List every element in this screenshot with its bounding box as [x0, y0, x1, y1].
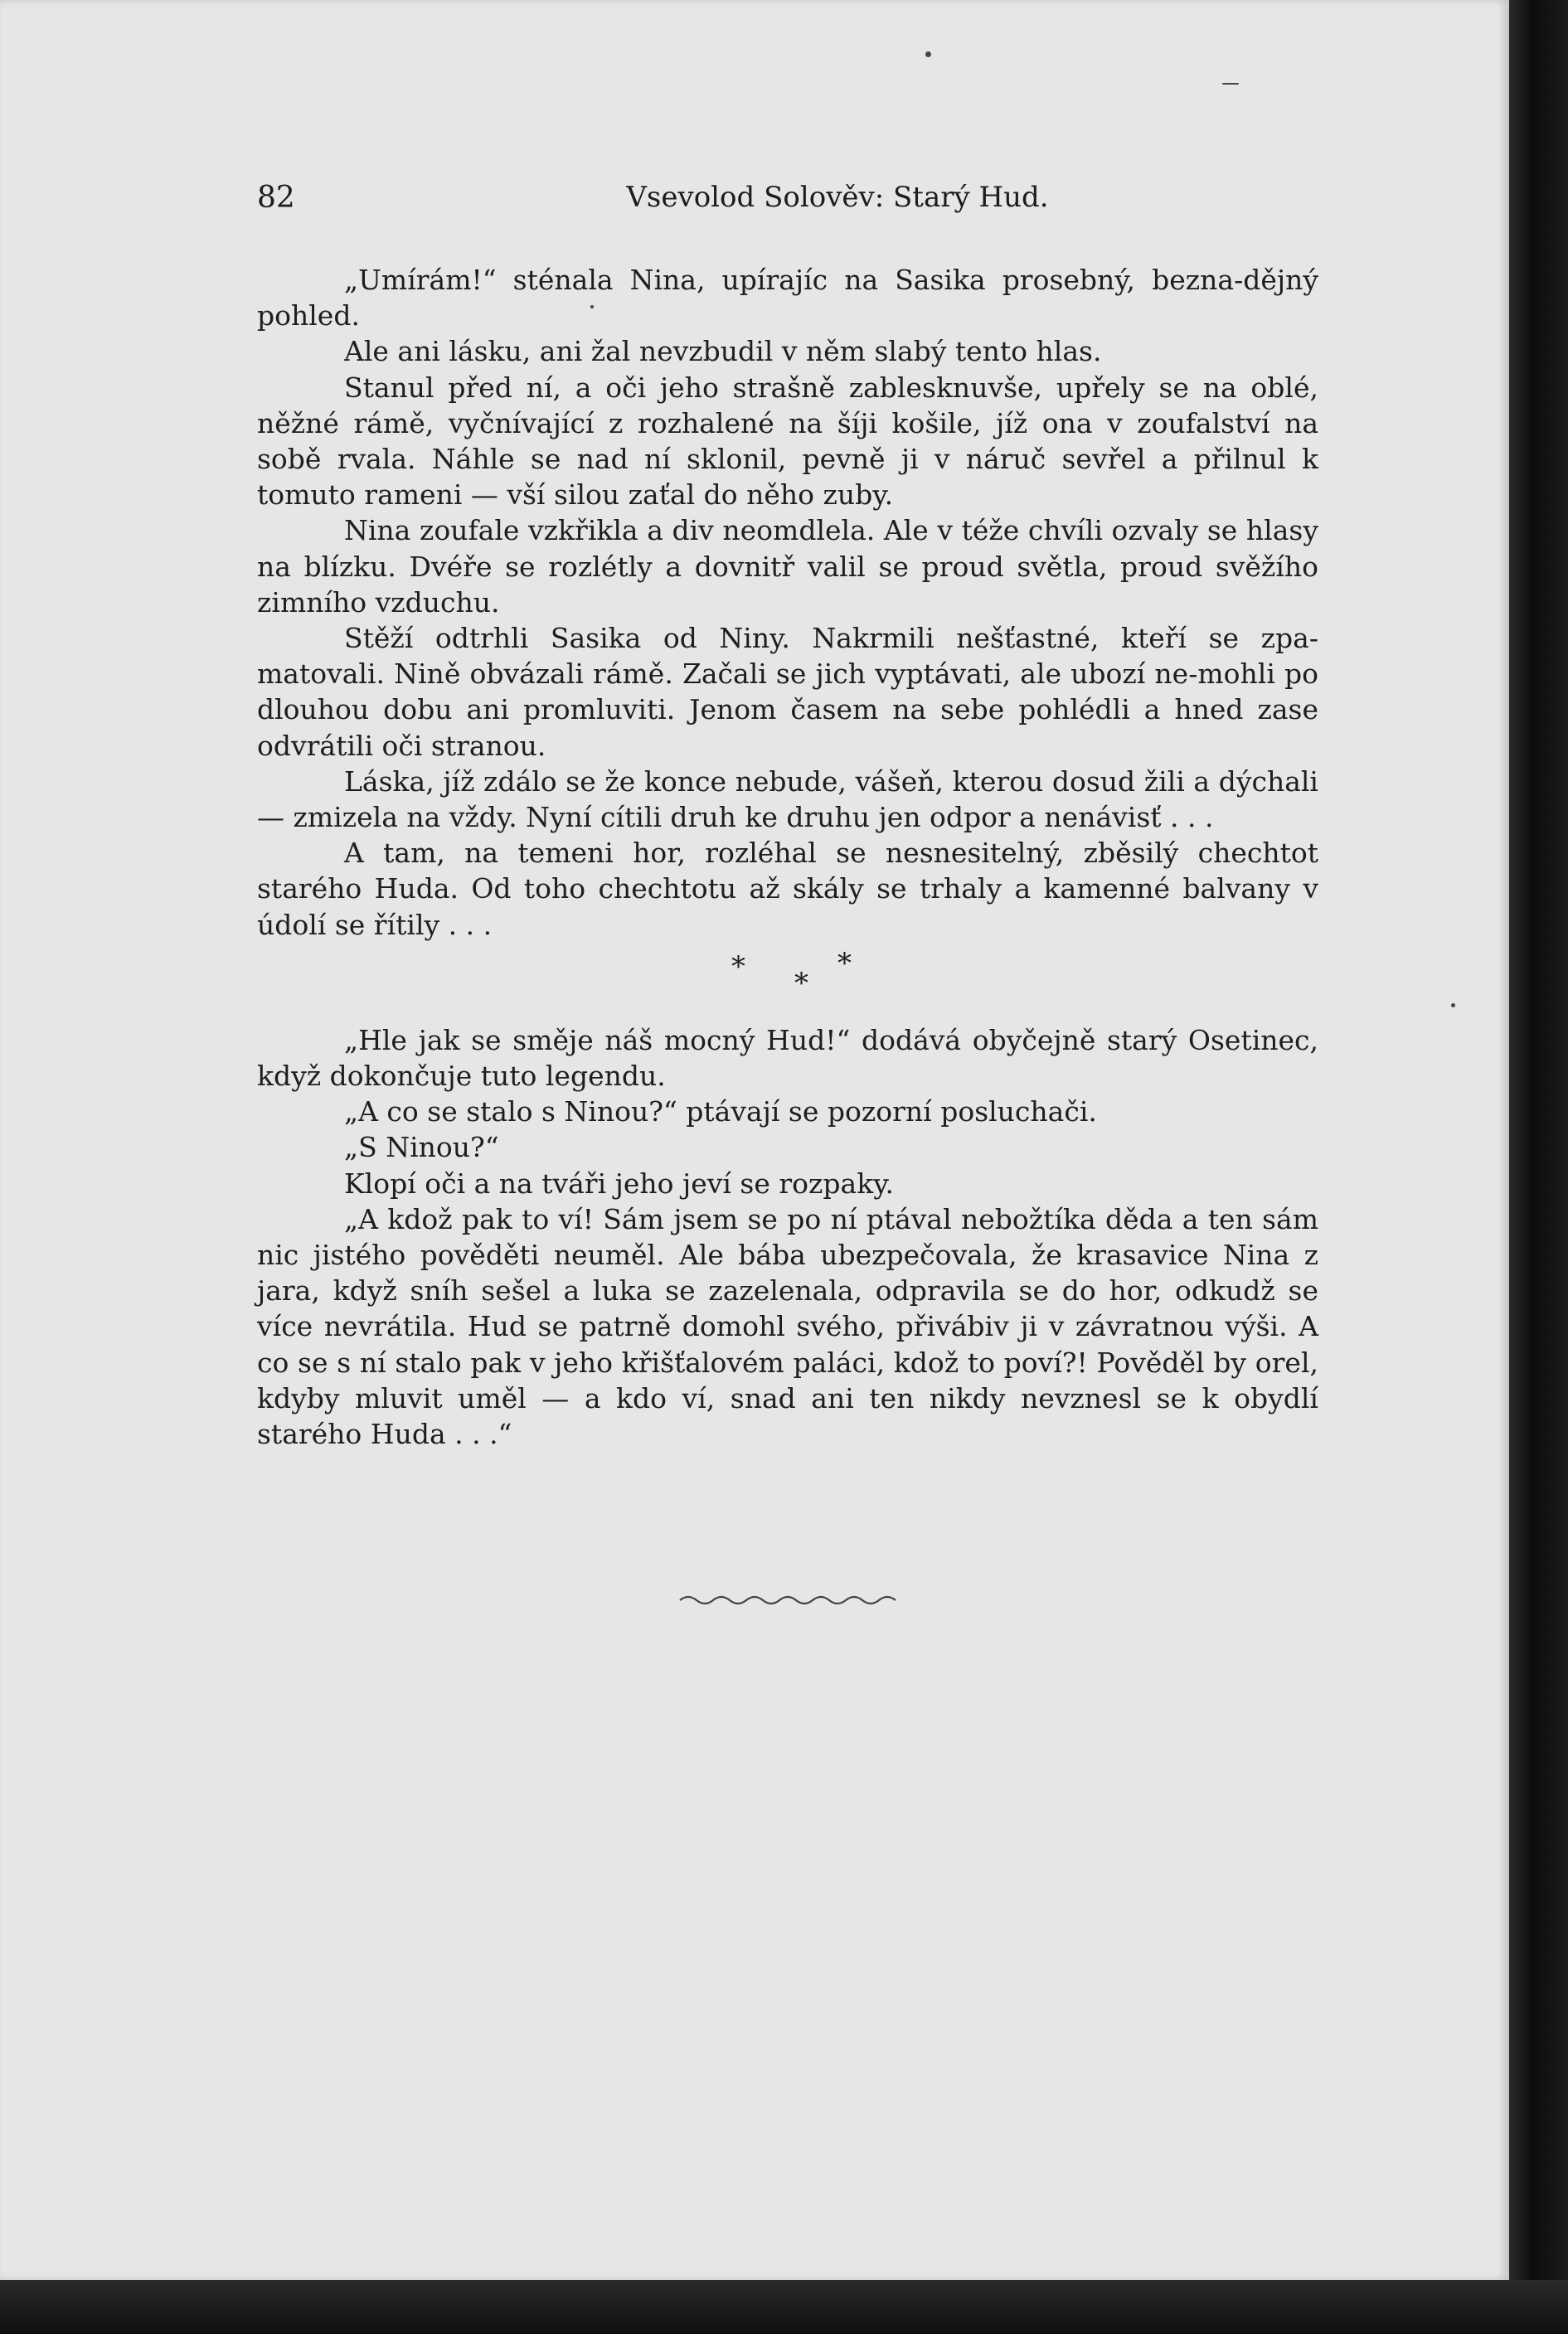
paragraph: A tam, na temeni hor, rozléhal se nesnesitelný, zběsilý chechtot starého Huda. Od toho chechtotu až skály se trhaly a kamenné balvany v údolí se řítily . . .: [257, 837, 1318, 941]
paragraph: „Umírám!“ sténala Nina, upírajíc na Sasika prosebný, bezna-dějný pohled.: [257, 264, 1318, 332]
paragraph: Klopí oči a na tváři jeho jeví se rozpaky.: [344, 1167, 894, 1200]
section-break-asterism: [257, 944, 1318, 1016]
paragraph: „Hle jak se směje náš mocný Hud!“ dodává obyčejně starý Osetinec, když dokončuje tuto legendu.: [257, 1023, 1318, 1093]
asterisk: *: [731, 949, 745, 983]
paragraph: Stanul před ní, a oči jeho strašně zablesknuvše, upřely se na oblé, něžné rámě, vyčnívající z rozhalené na šíji košile, jíž ona v zoufalství na sobě rvala. Náhle se nad ní sklonil, pevně ji v náruč sevřel a přilnul k tomuto rameni — vší silou zaťal do něho zuby.: [257, 371, 1318, 512]
body-text: [257, 262, 1318, 1452]
running-title: Vsevolod Solověv: Starý Hud.: [626, 181, 1049, 214]
paragraph: „S Ninou?“: [344, 1131, 499, 1164]
running-head: [257, 181, 1318, 222]
scan-border-bottom: [0, 2280, 1568, 2334]
asterisk: *: [794, 966, 808, 1000]
wave-line: [680, 1597, 896, 1604]
paragraph: Stěží odtrhli Sasika od Niny. Nakrmili nešťastné, kteří se zpa-matovali. Nině obvázali rámě. Začali se jich vyptávati, ale ubozí ne-mohli po dlouhou dobu ani promluviti. Jenom časem na sebe pohlédli a hned zase odvrátili oči stranou.: [257, 622, 1318, 762]
paragraph: „A co se stalo s Ninou?“ ptávají se pozorní posluchači.: [344, 1095, 1097, 1128]
paragraph: Ale ani lásku, ani žal nevzbudil v něm slabý tento hlas.: [344, 335, 1102, 368]
scan-speck: [925, 51, 931, 57]
tail-ornament: [678, 1590, 902, 1607]
page-number: 82: [257, 181, 295, 215]
scan-speck: [1222, 83, 1239, 85]
paragraph: Láska, jíž zdálo se že konce nebude, vášeň, kterou dosud žili a dýchali — zmizela na vždy. Nyní cítili druh ke druhu jen odpor a nenávisť . . .: [257, 764, 1318, 834]
scan-speck: [1451, 1003, 1455, 1007]
scan-border-right: [1509, 0, 1568, 2334]
scan-speck: [590, 305, 594, 308]
paragraph: Nina zoufale vzkřikla a div neomdlela. Ale v téže chvíli ozvaly se hlasy na blízku. Dvéře se rozlétly a dovnitř valil se proud světla, proud svěžího zimního vzduchu.: [257, 514, 1318, 619]
paragraph: „A kdož pak to ví! Sám jsem se po ní ptával nebožtíka děda a ten sám nic jistého pověděti neuměl. Ale bába ubezpečovala, že krasavice Nina z jara, když sníh sešel a luka se zazelenala, odpravila se do hor, odkudž se více nevrátila. Hud se patrně domohl svého, přivábiv ji v závratnou výši. A co se s ní stalo pak v jeho křišťalovém paláci, kdož to poví?! Pověděl by orel, kdyby mluvit uměl — a kdo ví, snad ani ten nikdy nevznesl se k obydlí starého Huda . . .“: [257, 1202, 1318, 1451]
asterisk: *: [837, 946, 852, 980]
